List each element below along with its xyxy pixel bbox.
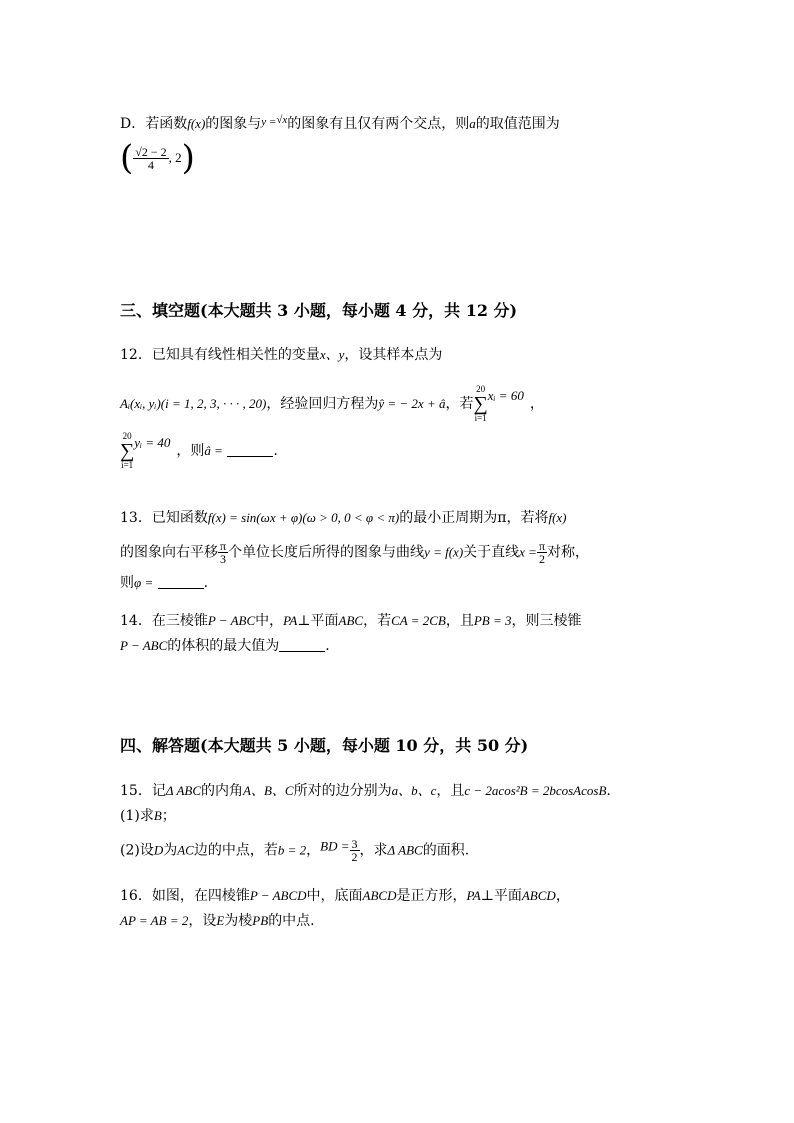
sum-y: 20 ∑ i=1 (120, 431, 135, 470)
q12-line-1: 12．已知具有线性相关性的变量x、y，设其样本点为 (120, 347, 443, 363)
section-4-heading: 四、解答题(本大题共 5 小题，每小题 10 分，共 50 分) (120, 736, 529, 755)
option-d-range: ( $\frac{√2 - 2}{4}$ , 2) (120, 138, 195, 178)
q15-part-1: (1)求B； (120, 808, 176, 824)
q12-answer-blank[interactable] (227, 444, 273, 457)
q13-line-2: 的图象向右平移 $\frac{\pi}{3}$ 个单位长度后所得的图象与曲线y = f(x)关于直线x = $\frac{\pi}{2}$ 对称， (120, 539, 590, 566)
three-halves: $\frac{3}{2}$ (351, 837, 358, 864)
q14-line-1: 14．在三棱锥P − ABC中，PA⊥平面ABC，若CA = 2CB，且PB = 3，则三棱锥 (120, 613, 582, 629)
q15-part-2: (2)设D为AC边的中点，若b = 2，BD = $\frac{3}{2}$ ，求Δ ABC的面积. (120, 837, 470, 864)
q13-answer-blank[interactable] (158, 576, 204, 589)
range-fraction: $\frac{√2 - 2}{4}$ (135, 144, 167, 172)
q12-line-2: Aᵢ(xᵢ, yᵢ)(i = 1, 2, 3, · · · , 20)，经验回归方程为ŷ = − 2x + â，若 20 ∑ i=1 xᵢ = 60， (120, 384, 544, 423)
pi-over-3: $\frac{\pi}{3}$ (220, 539, 227, 566)
section-3-heading: 三、填空题(本大题共 3 小题，每小题 4 分，共 12 分) (120, 301, 518, 320)
q16-line-1: 16．如图，在四棱锥P − ABCD中，底面ABCD是正方形，PA⊥平面ABCD， (120, 888, 570, 904)
q14-answer-blank[interactable] (279, 639, 325, 652)
option-d-line: D．若函数f(x)的图象与$^{y =√x}$的图象有且仅有两个交点，则a的取值范围为 (120, 114, 560, 132)
q13-line-3: 则φ = . (120, 575, 209, 591)
q12-line-3: 20 ∑ i=1 yᵢ = 40，则â = . (120, 431, 278, 470)
q16-line-2: AP = AB = 2，设E为棱PB的中点. (120, 913, 315, 929)
pi-over-2: $\frac{\pi}{2}$ (538, 539, 546, 566)
q15-line-1: 15．记Δ ABC的内角A、B、C所对的边分别为a、b、c，且c − 2acos²B = 2bcosAcosB. (120, 783, 611, 799)
q14-line-2: P − ABC的体积的最大值为 . (120, 638, 330, 654)
sum-x: 20 ∑ i=1 (473, 384, 488, 423)
q13-line-1: 13．已知函数f(x) = sin(ωx + φ)(ω > 0, 0 < φ < π)的最小正周期为π，若将f(x) (120, 510, 567, 526)
